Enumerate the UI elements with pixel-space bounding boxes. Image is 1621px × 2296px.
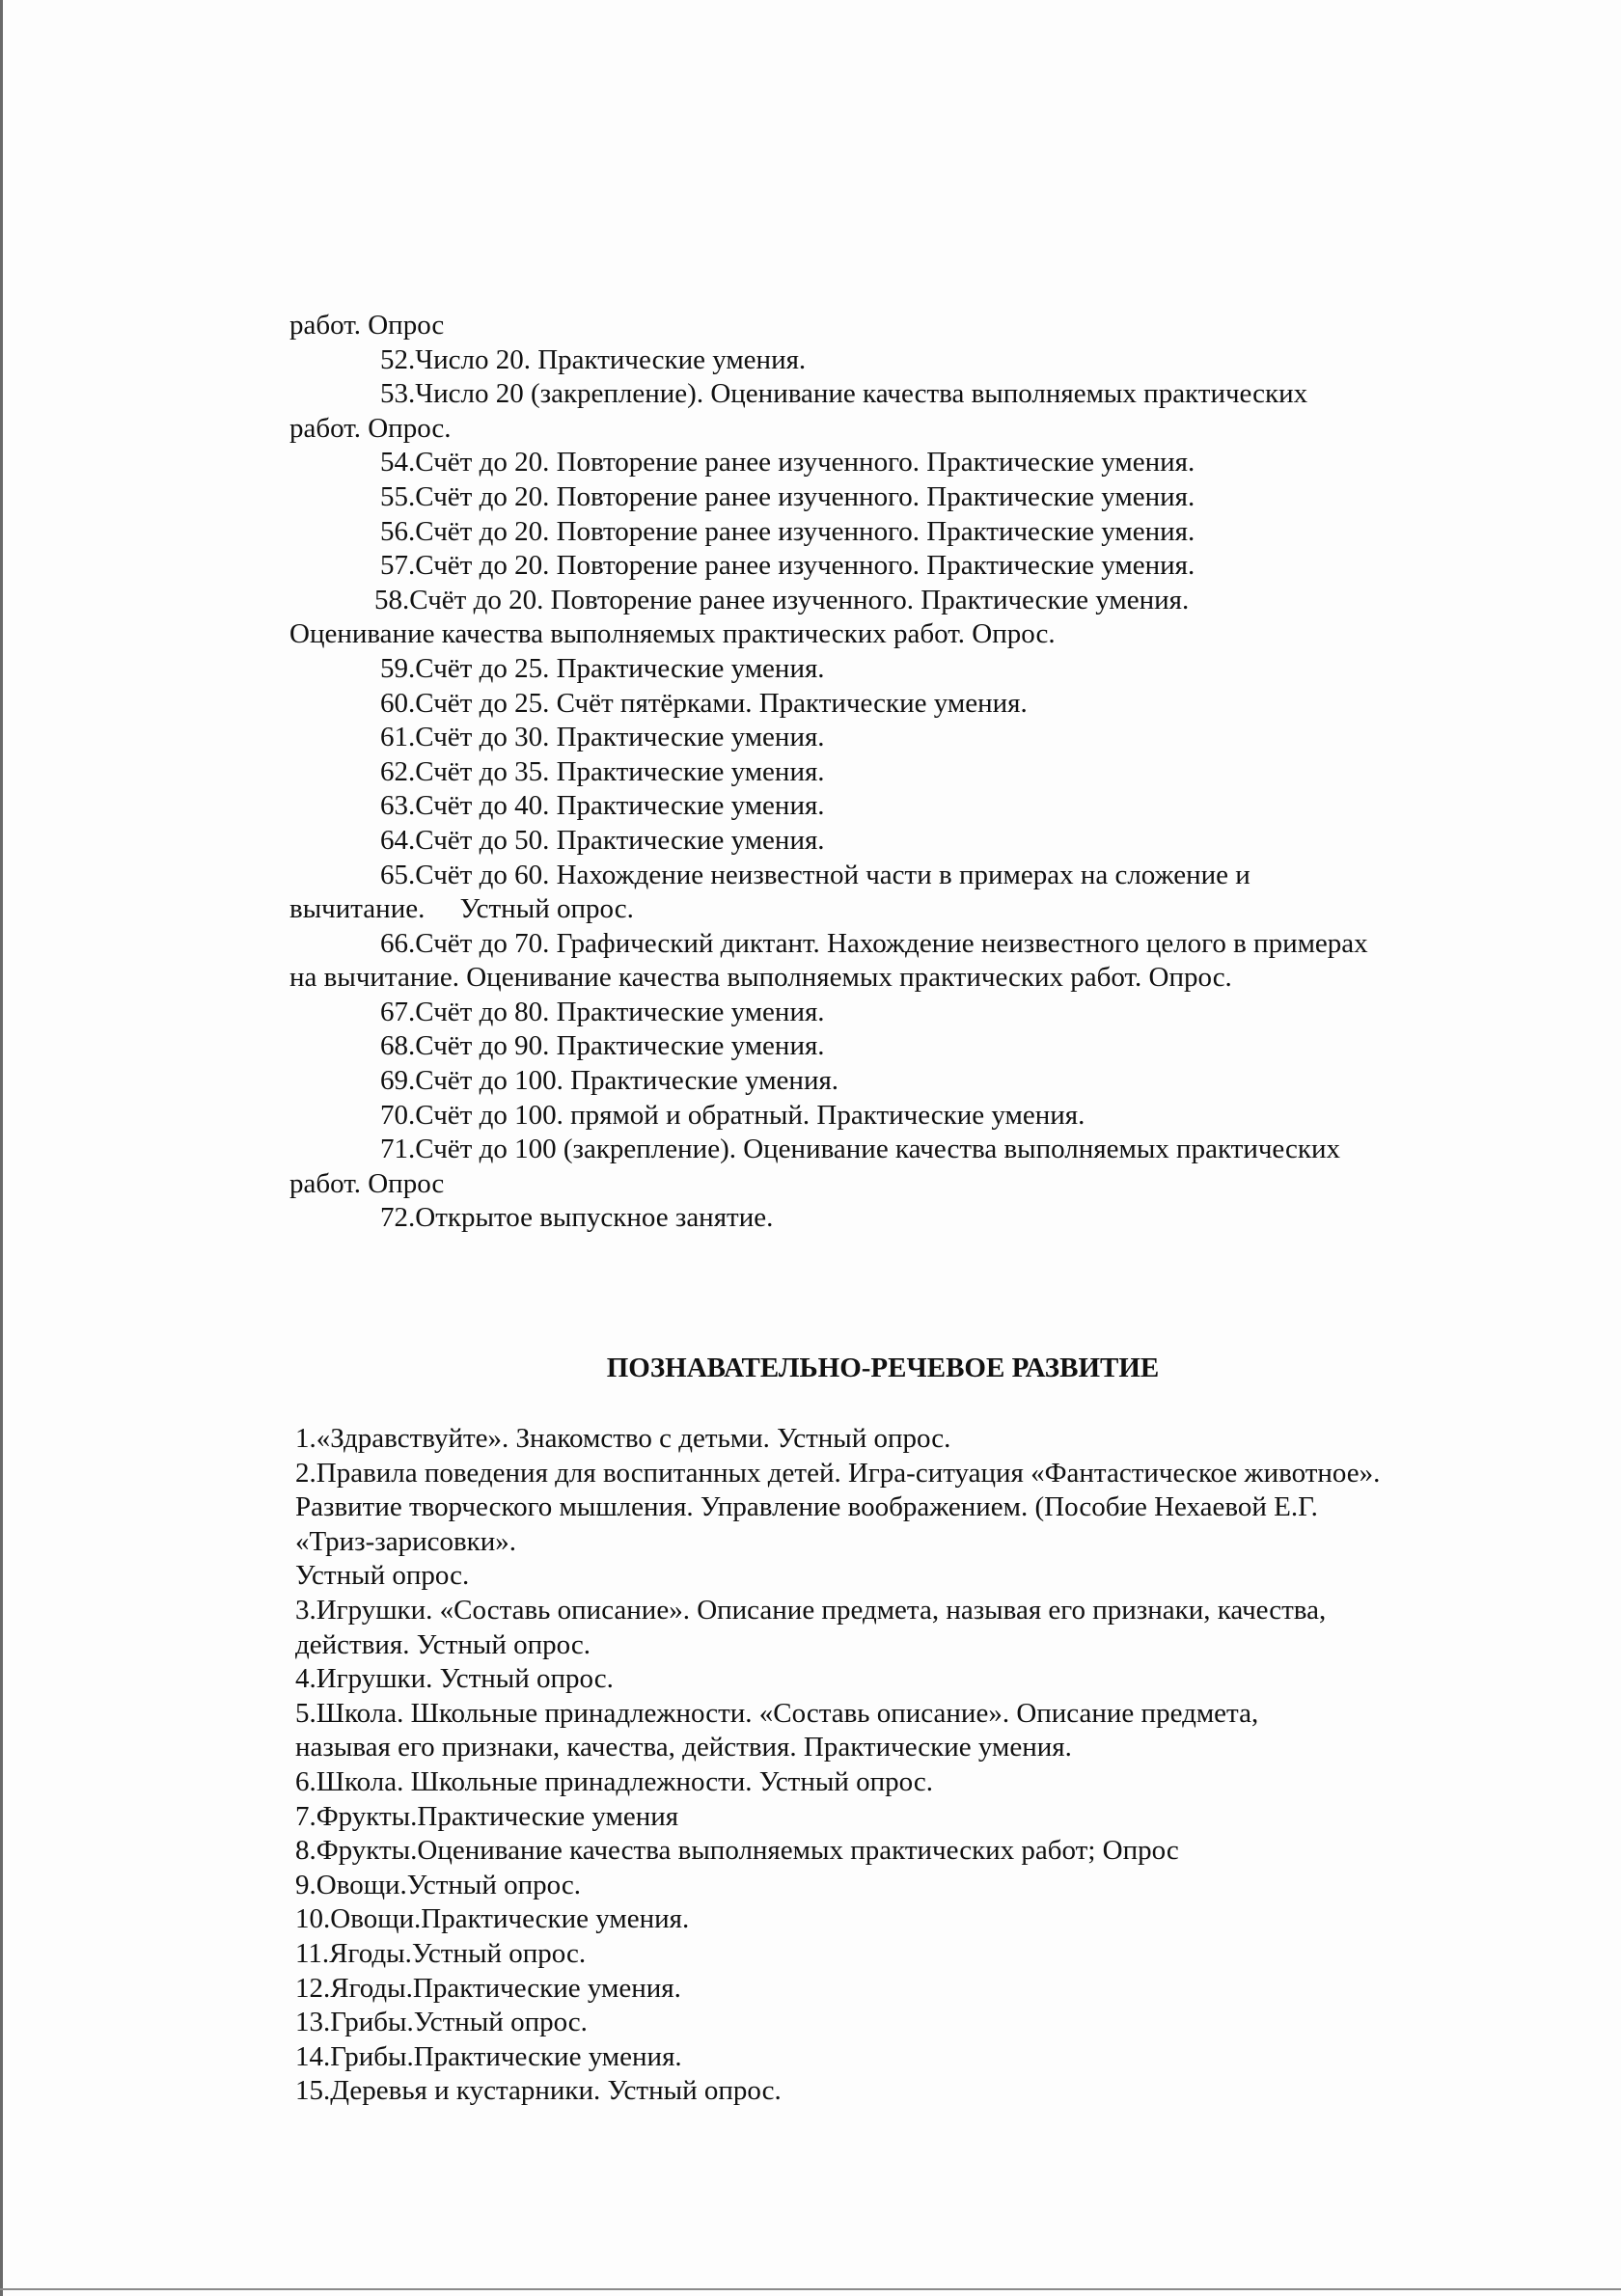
list-item: 13.Грибы.Устный опрос. <box>295 2007 588 2038</box>
list-item: 10.Овощи.Практические умения. <box>295 1903 690 1935</box>
list-item: 57.Счёт до 20. Повторение ранее изученного. Практические умения. <box>380 550 1195 582</box>
list-item: 68.Счёт до 90. Практические умения. <box>380 1030 825 1062</box>
list-item: 61.Счёт до 30. Практические умения. <box>380 722 825 753</box>
list-item: 15.Деревья и кустарники. Устный опрос. <box>295 2075 782 2107</box>
list-item: 62.Счёт до 35. Практические умения. <box>380 755 825 787</box>
list-item: 55.Счёт до 20. Повторение ранее изученного. Практические умения. <box>380 480 1195 512</box>
text-line: действия. Устный опрос. <box>295 1628 591 1660</box>
list-item: 58.Счёт до 20. Повторение ранее изученного. Практические умения. <box>374 584 1190 615</box>
text-line: работ. Опрос. <box>289 412 452 444</box>
list-item: 3.Игрушки. «Составь описание». Описание предмета, называя его признаки, качества, <box>295 1595 1327 1626</box>
list-item: 11.Ягоды.Устный опрос. <box>295 1937 587 1969</box>
lesson-list-math <box>289 309 1476 1236</box>
list-item: 56.Счёт до 20. Повторение ранее изученного. Практические умения. <box>380 515 1195 547</box>
list-item: 69.Счёт до 100. Практические умения. <box>380 1065 839 1097</box>
list-item: 1.«Здравствуйте». Знакомство с детьми. Устный опрос. <box>295 1423 951 1455</box>
list-item: 70.Счёт до 100. прямой и обратный. Практические умения. <box>380 1099 1085 1131</box>
list-item: 4.Игрушки. Устный опрос. <box>295 1663 614 1695</box>
scan-edge-bottom <box>0 2288 1621 2290</box>
list-item: 6.Школа. Школьные принадлежности. Устный опрос. <box>295 1765 933 1797</box>
lesson-list-speech <box>289 1422 1476 2109</box>
list-item: 8.Фрукты.Оценивание качества выполняемых практических работ; Опрос <box>295 1835 1179 1867</box>
list-item: 67.Счёт до 80. Практические умения. <box>380 996 825 1027</box>
list-item: 14.Грибы.Практические умения. <box>295 2040 682 2072</box>
list-item: 9.Овощи.Устный опрос. <box>295 1869 582 1900</box>
list-item: 7.Фрукты.Практические умения <box>295 1800 679 1832</box>
text-line: работ. Опрос <box>289 1167 445 1199</box>
list-item: 2.Правила поведения для воспитанных детей. Игра-ситуация «Фантастическое животное». <box>295 1457 1381 1489</box>
list-item: 66.Счёт до 70. Графический диктант. Нахождение неизвестного целого в примерах <box>380 927 1368 959</box>
list-item: 71.Счёт до 100 (закрепление). Оценивание качества выполняемых практических <box>380 1134 1341 1165</box>
list-item: 65.Счёт до 60. Нахождение неизвестной части в примерах на сложение и <box>380 859 1250 890</box>
scan-edge-left <box>0 0 3 2296</box>
list-item: 64.Счёт до 50. Практические умения. <box>380 824 825 856</box>
page-content <box>289 309 1476 2109</box>
list-item: 59.Счёт до 25. Практические умения. <box>380 652 825 684</box>
text-line: Устный опрос. <box>295 1560 470 1592</box>
list-item: 72.Открытое выпускное занятие. <box>380 1202 774 1234</box>
list-item: 52.Число 20. Практические умения. <box>380 343 807 375</box>
list-item: 12.Ягоды.Практические умения. <box>295 1972 681 2004</box>
text-line: работ. Опрос <box>289 310 445 341</box>
list-item: 54.Счёт до 20. Повторение ранее изученного. Практические умения. <box>380 447 1195 478</box>
list-item: 63.Счёт до 40. Практические умения. <box>380 790 825 822</box>
text-line: Развитие творческого мышления. Управление воображением. (Пособие Нехаевой Е.Г. <box>295 1491 1318 1523</box>
list-item: 53.Число 20 (закрепление). Оценивание качества выполняемых практических <box>380 378 1308 410</box>
list-item: 60.Счёт до 25. Счёт пятёрками. Практические умения. <box>380 687 1028 719</box>
list-item: 5.Школа. Школьные принадлежности. «Составь описание». Описание предмета, <box>295 1697 1259 1729</box>
text-line: на вычитание. Оценивание качества выполняемых практических работ. Опрос. <box>289 962 1232 994</box>
text-line: Оценивание качества выполняемых практических работ. Опрос. <box>289 618 1056 650</box>
text-line: вычитание. Устный опрос. <box>289 893 634 925</box>
section-heading: ПОЗНАВАТЕЛЬНО-РЕЧЕВОЕ РАЗВИТИЕ <box>606 1353 1160 1384</box>
text-line: «Триз-зарисовки». <box>295 1525 517 1557</box>
text-line: называя его признаки, качества, действия. Практические умения. <box>295 1732 1072 1763</box>
